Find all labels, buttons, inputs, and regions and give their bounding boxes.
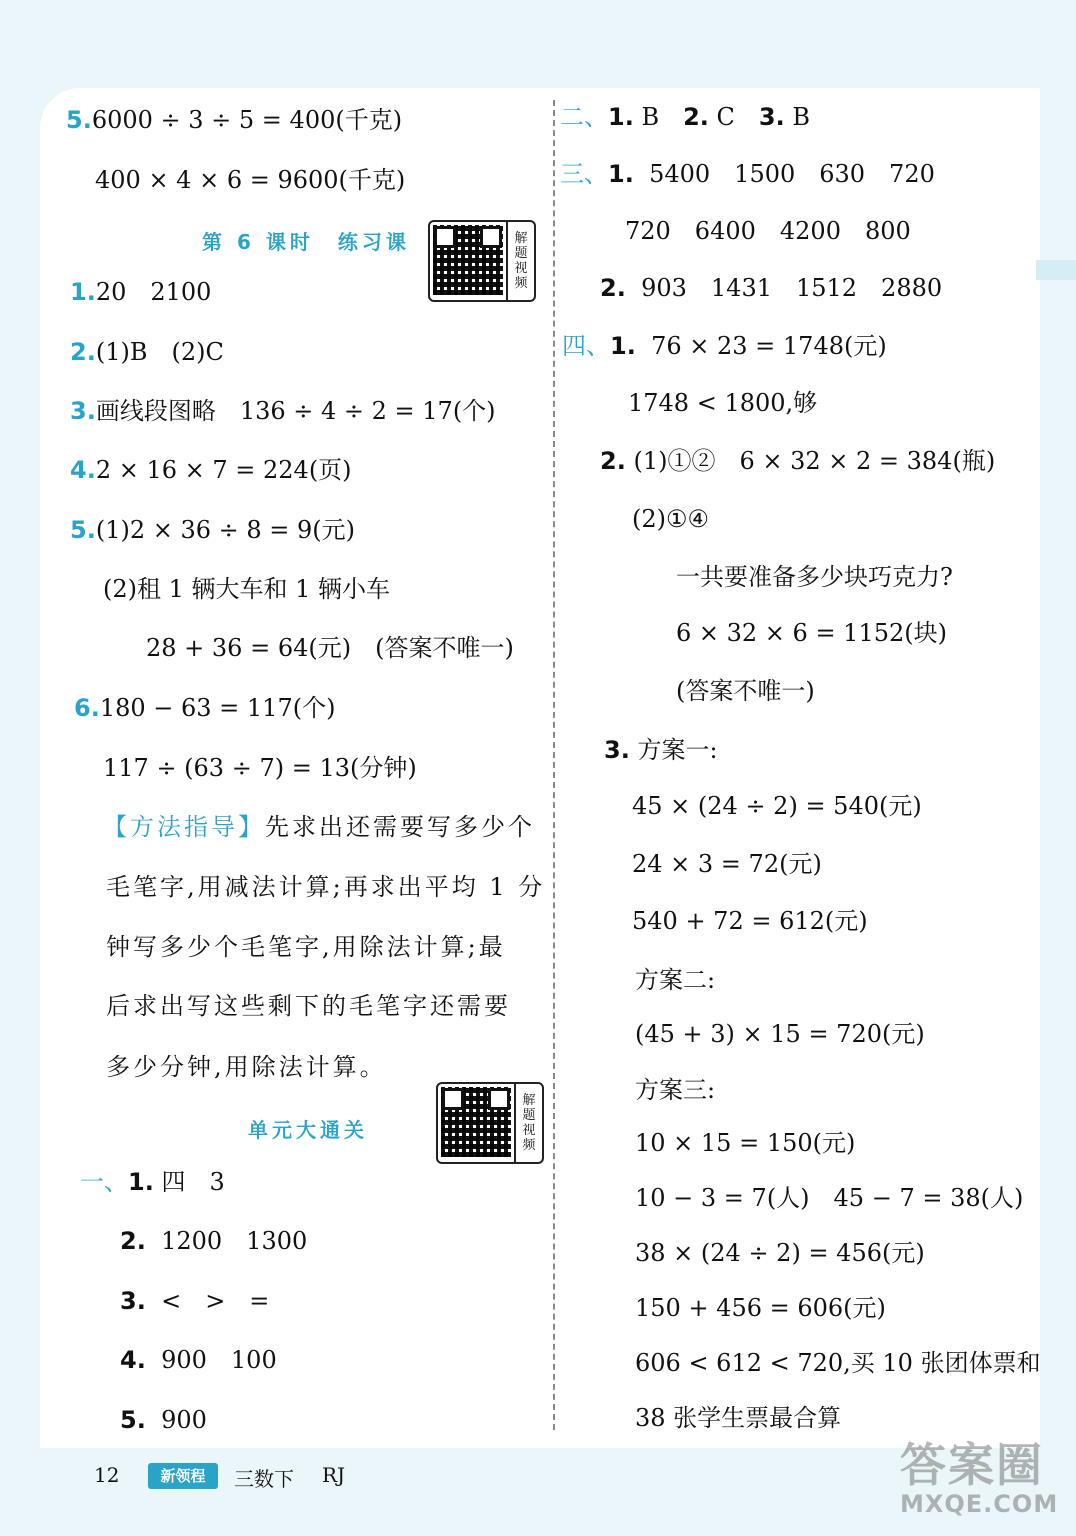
qr-label: 解 题 视 频 — [506, 222, 534, 300]
edge-strip — [1036, 260, 1076, 280]
left-p5-line1: 5.(1)2 × 36 ÷ 8 = 9(元) — [70, 516, 355, 544]
unit-heading: 单元大通关 — [248, 1118, 368, 1142]
plan1-line1: 45 × (24 ÷ 2) = 540(元) — [632, 792, 922, 820]
s4-item1-line1: 四、1. 76 × 23 = 1748(元) — [562, 332, 887, 360]
s4-item2-line4: 6 × 32 × 6 = 1152(块) — [676, 619, 947, 647]
left-p2: 2.(1)B (2)C — [70, 338, 224, 366]
qr-code-video-2[interactable] — [436, 1082, 544, 1164]
method-line4: 后求出写这些剩下的毛笔字还需要 — [106, 992, 511, 1020]
column-divider — [553, 100, 555, 1430]
brand-badge: 新领程 — [148, 1463, 218, 1489]
page-number: 12 — [94, 1463, 120, 1487]
watermark-text: 答案圈 — [900, 1438, 1044, 1492]
left-p6-line1: 6.180 − 63 = 117(个) — [74, 694, 336, 722]
s4-item2-line2: (2)①④ — [632, 505, 710, 533]
s4-item2-line1: 2. (1)①② 6 × 32 × 2 = 384(瓶) — [600, 447, 996, 475]
plan3-line2: 10 − 3 = 7(人) 45 − 7 = 38(人) — [635, 1184, 1024, 1212]
method-line3: 钟写多少个毛笔字,用除法计算;最 — [106, 933, 506, 961]
qr-code-video[interactable] — [428, 220, 536, 302]
edition-code: RJ — [322, 1463, 346, 1487]
plan3-line6: 38 张学生票最合算 — [635, 1404, 842, 1432]
left-p5-line3: 28 + 36 = 64(元) (答案不唯一) — [146, 634, 514, 662]
s1-item1: 一、1. 四 3 — [80, 1168, 225, 1196]
method-line1: 【方法指导】先求出还需要写多少个 — [103, 813, 535, 841]
plan3-title: 方案三: — [635, 1076, 716, 1104]
s4-item3-title: 3. 方案一: — [604, 736, 718, 764]
answer-text: 6000 ÷ 3 ÷ 5 = 400(千克) — [91, 106, 403, 134]
s1-item4: 4. 900 100 — [120, 1346, 277, 1374]
left-q5-line2: 400 × 4 × 6 = 9600(千克) — [95, 166, 406, 194]
plan3-line1: 10 × 15 = 150(元) — [635, 1129, 856, 1157]
watermark — [900, 1440, 1070, 1530]
plan2-title: 方案二: — [635, 966, 716, 994]
plan2-line1: (45 + 3) × 15 = 720(元) — [635, 1020, 925, 1048]
plan3-line5: 606 < 612 < 720,买 10 张团体票和 — [635, 1349, 1041, 1377]
s1-item3: 3. < > = — [120, 1287, 270, 1315]
book-subject: 三数下 — [234, 1467, 294, 1491]
s4-item2-line5: (答案不唯一) — [676, 677, 815, 705]
qr-code-icon — [441, 1087, 511, 1157]
s1-item5: 5. 900 — [120, 1406, 207, 1434]
left-p3: 3.画线段图略 136 ÷ 4 ÷ 2 = 17(个) — [70, 397, 496, 425]
s4-item2-line3: 一共要准备多少块巧克力? — [676, 563, 953, 591]
s3-line3: 2. 903 1431 1512 2880 — [600, 274, 943, 302]
method-line2: 毛笔字,用减法计算;再求出平均 1 分 — [106, 873, 546, 901]
s1-item2: 2. 1200 1300 — [120, 1227, 308, 1255]
watermark-url: MXQE.COM — [900, 1490, 1059, 1518]
qr-code-icon — [433, 225, 503, 295]
method-line5: 多少分钟,用除法计算。 — [106, 1053, 387, 1081]
item-number: 5. — [66, 106, 92, 134]
left-p4: 4.2 × 16 × 7 = 224(页) — [70, 456, 352, 484]
s3-line2: 720 6400 4200 800 — [625, 217, 911, 245]
left-p1: 1.20 2100 — [70, 278, 212, 306]
plan1-line3: 540 + 72 = 612(元) — [632, 907, 868, 935]
s3-line1: 三、1. 5400 1500 630 720 — [560, 160, 935, 188]
plan3-line3: 38 × (24 ÷ 2) = 456(元) — [635, 1239, 925, 1267]
left-q5-line1 — [66, 104, 402, 136]
s4-item1-line2: 1748 < 1800,够 — [628, 389, 818, 417]
plan3-line4: 150 + 456 = 606(元) — [635, 1294, 886, 1322]
lesson-heading: 第 6 课时 练习课 — [202, 230, 410, 254]
method-label: 【方法指导】 — [103, 813, 265, 841]
left-p6-line2: 117 ÷ (63 ÷ 7) = 13(分钟) — [103, 754, 417, 782]
left-p5-line2: (2)租 1 辆大车和 1 辆小车 — [103, 575, 391, 603]
qr-label: 解 题 视 频 — [514, 1084, 542, 1162]
plan1-line2: 24 × 3 = 72(元) — [632, 850, 822, 878]
s2-line: 二、1. B 2. C 3. B — [560, 103, 811, 131]
